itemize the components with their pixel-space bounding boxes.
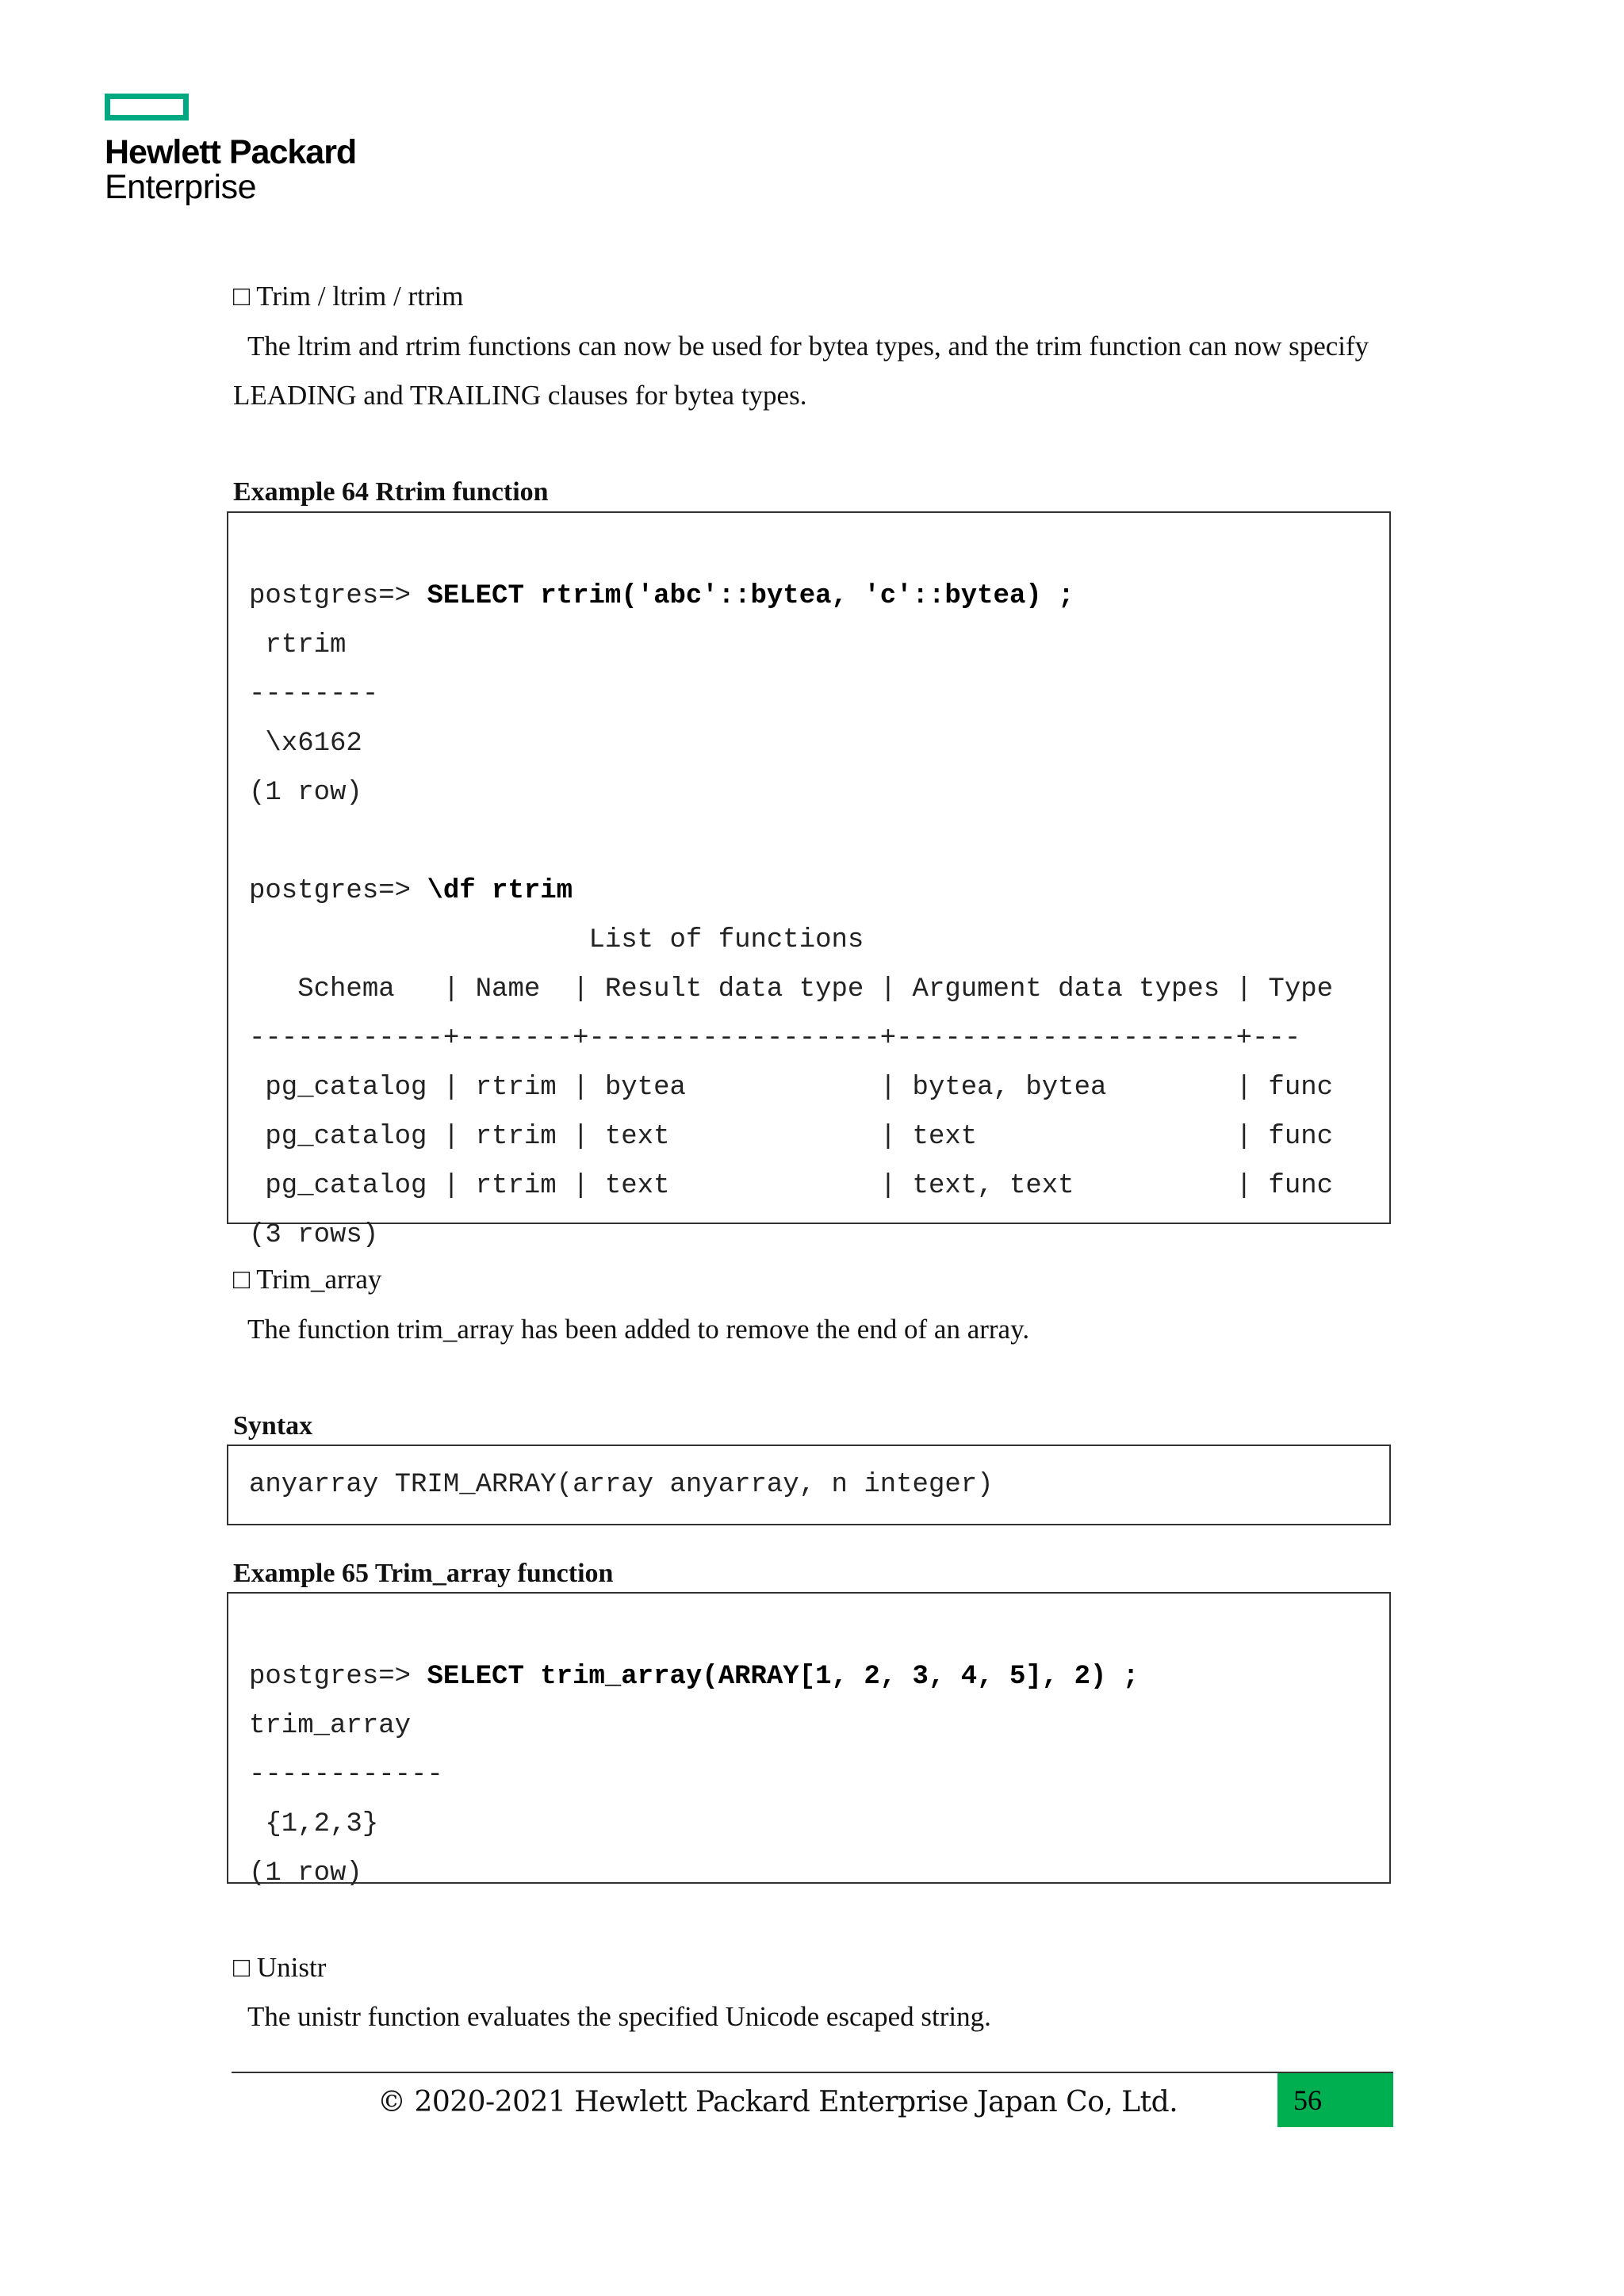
code-line: {1,2,3} bbox=[249, 1809, 379, 1839]
footer-divider bbox=[232, 2072, 1393, 2073]
example64-code-box bbox=[227, 511, 1391, 1250]
code-line bbox=[249, 572, 1333, 621]
code-line: \x6162 bbox=[249, 729, 362, 759]
code-line bbox=[249, 817, 1333, 867]
code-line: ------------ bbox=[249, 1760, 443, 1790]
example64-caption: Example 64 Rtrim function bbox=[233, 477, 549, 507]
code-line: (3 rows) bbox=[249, 1220, 379, 1250]
trim-heading: □ Trim / ltrim / rtrim bbox=[233, 281, 464, 312]
code-prompt: postgres=> bbox=[249, 581, 427, 611]
unistr-heading: □ Unistr bbox=[233, 1952, 327, 1983]
code-line: -------- bbox=[249, 679, 379, 710]
code-command: SELECT trim_array(ARRAY[1, 2, 3, 4, 5], 2) ; bbox=[427, 1662, 1139, 1692]
hpe-logo-bar-icon bbox=[105, 94, 189, 121]
trim-array-description: The function trim_array has been added to remove the end of an array. bbox=[247, 1314, 1030, 1345]
hpe-logo bbox=[105, 94, 356, 205]
code-line: pg_catalog | rtrim | text | text | func bbox=[249, 1122, 1334, 1152]
logo-text-line2: Enterprise bbox=[105, 168, 256, 206]
code-line: List of functions bbox=[249, 925, 864, 955]
code-command: SELECT rtrim('abc'::bytea, 'c'::bytea) ; bbox=[427, 581, 1074, 611]
code-line bbox=[249, 867, 1333, 916]
code-prompt: postgres=> bbox=[249, 876, 427, 906]
trim-description-line2: LEADING and TRAILING clauses for bytea types. bbox=[233, 380, 807, 411]
footer-copyright: © 2020-2021 Hewlett Packard Enterprise Japan Co, Ltd. bbox=[377, 2086, 1178, 2118]
example65-caption: Example 65 Trim_array function bbox=[233, 1559, 614, 1588]
page-number-badge: 56 bbox=[1277, 2073, 1393, 2127]
code-line: Schema | Name | Result data type | Argument data types | Type bbox=[249, 974, 1334, 1004]
syntax-code: anyarray TRIM_ARRAY(array anyarray, n integer) bbox=[249, 1470, 994, 1500]
syntax-code-box bbox=[227, 1445, 1391, 1525]
code-command: \df rtrim bbox=[427, 876, 573, 906]
syntax-caption: Syntax bbox=[233, 1411, 313, 1441]
logo-text-line1: Hewlett Packard bbox=[105, 133, 357, 171]
code-line: pg_catalog | rtrim | bytea | bytea, bytea | func bbox=[249, 1073, 1334, 1103]
trim-description-line1: The ltrim and rtrim functions can now be used for bytea types, and the trim function can now specify bbox=[247, 331, 1369, 362]
code-line: trim_array bbox=[249, 1711, 412, 1741]
example65-code-box bbox=[227, 1592, 1391, 1888]
code-line: rtrim bbox=[249, 630, 347, 660]
example64-code bbox=[249, 522, 1333, 1358]
code-line bbox=[249, 1652, 1139, 1701]
unistr-description: The unistr function evaluates the specified Unicode escaped string. bbox=[247, 2001, 991, 2032]
code-line: (1 row) bbox=[249, 1858, 362, 1888]
code-prompt: postgres=> bbox=[249, 1662, 427, 1692]
code-line: ------------+-------+------------------+---------------------+--- bbox=[249, 1024, 1301, 1054]
example65-code bbox=[249, 1603, 1139, 1996]
code-line: pg_catalog | rtrim | text | text, text | func bbox=[249, 1171, 1334, 1201]
trim-array-heading: □ Trim_array bbox=[233, 1264, 382, 1295]
code-line: (1 row) bbox=[249, 778, 362, 808]
